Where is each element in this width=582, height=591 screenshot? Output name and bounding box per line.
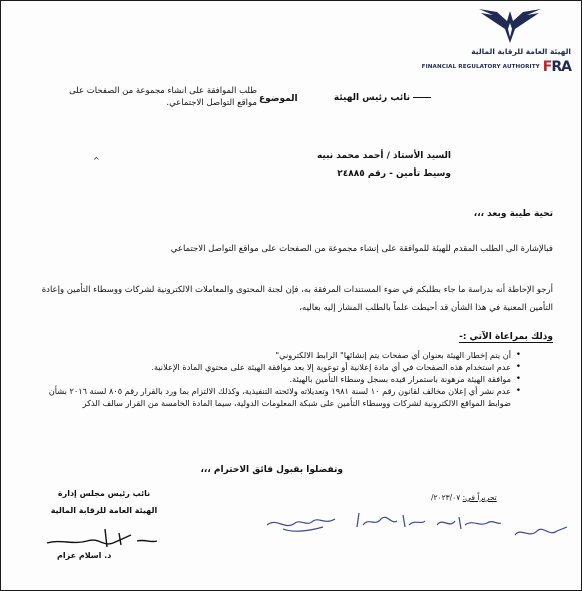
authority-logo bbox=[423, 7, 573, 73]
sender-dash bbox=[413, 97, 431, 98]
stray-mark: ^ bbox=[93, 156, 100, 165]
eagle-emblem-icon bbox=[475, 7, 545, 45]
condition-item: • موافقة الهيئة مرهونة باستمرار قيده بسجل وسطاء التأمين بالهيئة. bbox=[31, 373, 521, 385]
addressee-role: وسيط تأمين - رقم ٢٤٨٨٥ bbox=[337, 169, 451, 179]
org-name-english: FINANCIAL REGULATORY AUTHORITY bbox=[421, 64, 540, 70]
sender-title: نائب رئيس الهيئة bbox=[333, 93, 410, 103]
signatory-name: د. اسلام عزام bbox=[57, 551, 112, 560]
fra-logo-mark: FRA bbox=[542, 59, 571, 75]
handwritten-initials-3 bbox=[433, 511, 505, 533]
org-name-arabic: الهيئة العامة للرقابة المالية bbox=[471, 47, 571, 56]
org-name-english-row bbox=[422, 59, 571, 75]
date-label: تحريراً في: bbox=[462, 493, 497, 502]
handwritten-initials-2 bbox=[351, 507, 429, 533]
condition-item: • عدم نشر أي إعلان مخالف لقانون رقم ١٠ لسنة ١٩٨١ وتعديلاته ولائحته التنفيذية، وكذلك الالتزام بما ورد بالقرار رقم ٨٠٥ لسنة ٢٠١٦ بشأن ضوابط المواقع الالكترونية لشركات ووسطاء التأمين على شبكة المعلومات الدولية، سيما المادة الخامسة من القرار سالف الذكر bbox=[31, 385, 521, 409]
date-line bbox=[431, 493, 497, 502]
date-value: ٢٠٢٣/٠٧/ bbox=[431, 493, 461, 502]
conditions-list bbox=[31, 349, 521, 409]
subject-text: طلب الموافقة على انشاء مجموعة من الصفحات على مواقع التواصل الاجتماعي. bbox=[69, 86, 257, 108]
handwritten-initials-1 bbox=[263, 509, 343, 535]
condition-item: • أن يتم إخطار الهيئة بعنوان أي صفحات يتم إنشائها" الرابط الالكتروني" bbox=[31, 349, 521, 361]
body-paragraph-2: أرجو الإحاطة أنه بدراسة ما جاء بطلبكم في ضوء المستندات المرفقة به، فإن لجنة المحتوى والمعاملات الالكترونية لشركات ووسطاء التأمين وإعادة التأمين المعنية في هذا الشأن قد أحيطت علماً بالطلب المشار إليه بعاليه، bbox=[41, 285, 553, 313]
signatory-title-1: نائب رئيس مجلس إدارة bbox=[57, 489, 151, 498]
body-paragraph-1: فبالإشارة الى الطلب المقدم للهيئة للموافقة على إنشاء مجموعة من الصفحات على مواقع التواصل الاجتماعي bbox=[170, 244, 553, 254]
signatory-signature bbox=[41, 521, 161, 551]
handwritten-initials-4 bbox=[511, 519, 571, 543]
condition-item: • عدم استخدام هذه الصفحات في أي مادة إعلانية أو توعوية إلا بعد موافقة الهيئة على محتوي المادة الإعلانية. bbox=[31, 361, 521, 373]
conditions-label: وذلك بمراعاة الآتي :- bbox=[459, 332, 553, 342]
sender-line bbox=[334, 93, 431, 103]
greeting: تحية طيبة وبعد ،،، bbox=[473, 209, 553, 219]
addressee-name: السيد الأستاذ / أحمد محمد نبيه bbox=[316, 151, 451, 161]
closing-line: وتفضلوا بقبول فائق الاحترام ،،، bbox=[200, 465, 343, 475]
signatory-title-2: الهيئة العامة للرقابة المالية bbox=[50, 506, 158, 515]
subject-label: الموضوع bbox=[259, 94, 298, 104]
